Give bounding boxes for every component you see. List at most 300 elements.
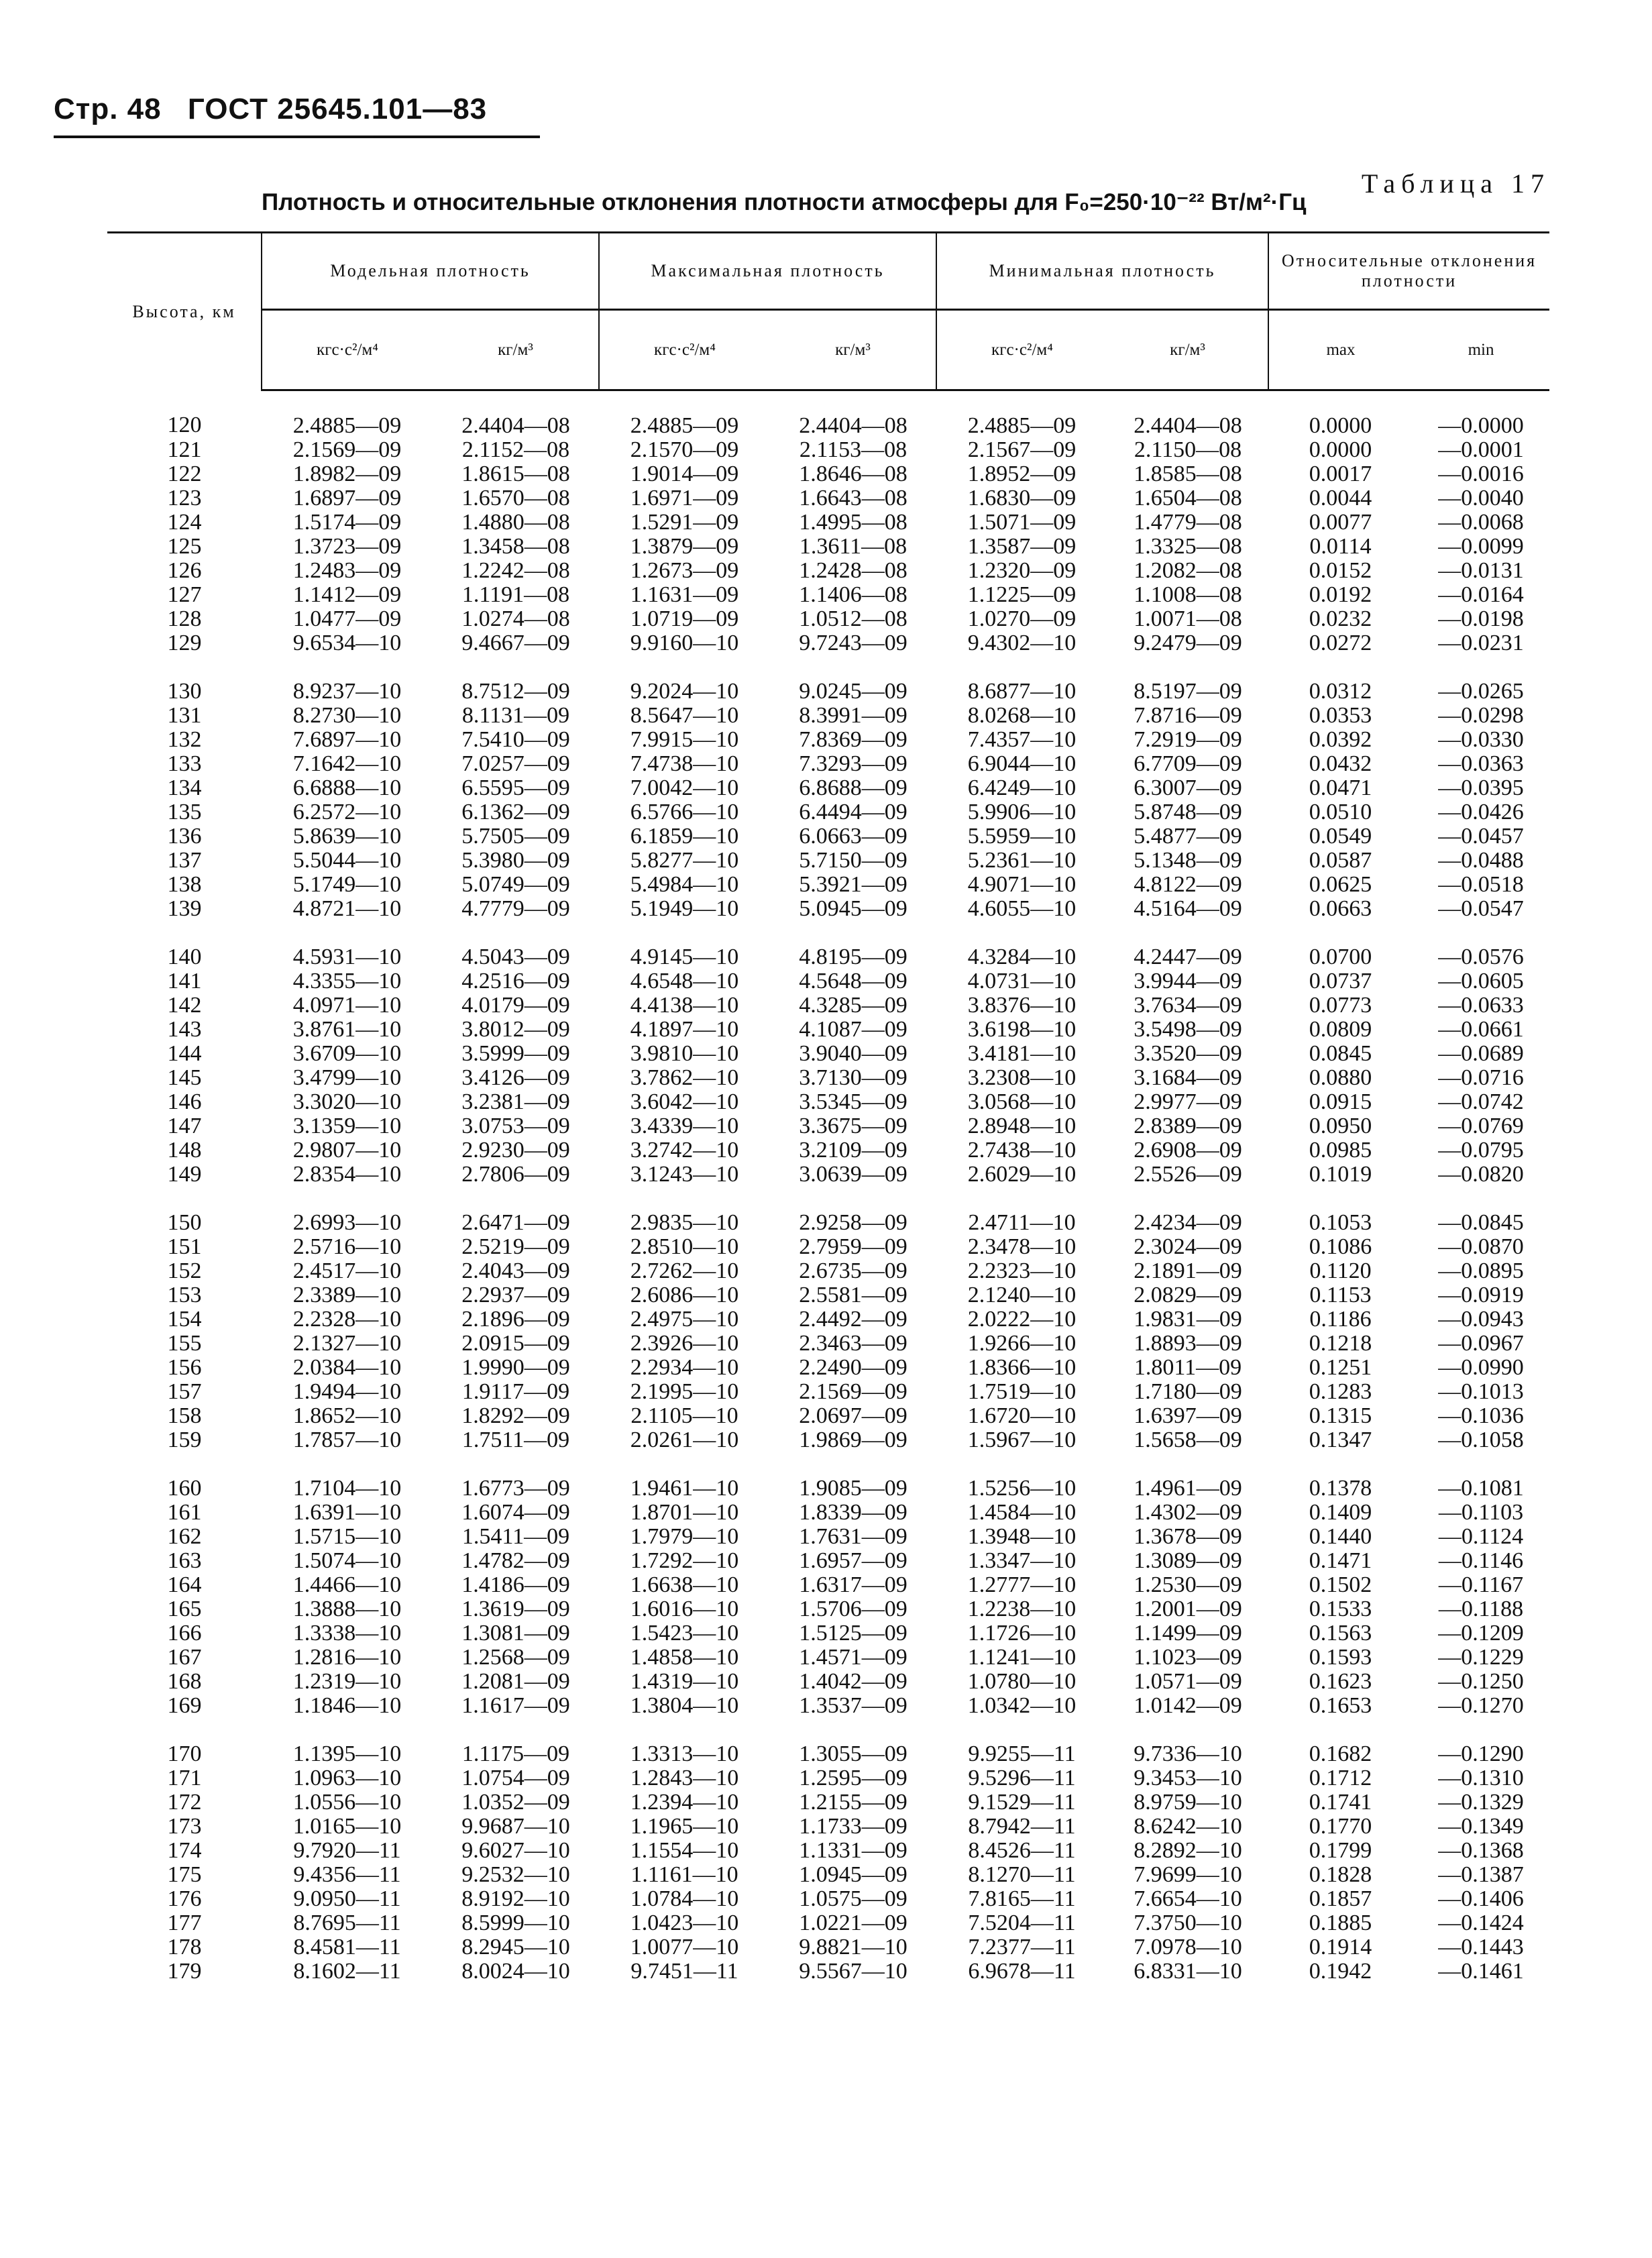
cell-min-kg: 1.2530—09 (1134, 1572, 1242, 1597)
table-row (107, 1452, 1549, 1501)
cell-height: 178 (167, 1935, 202, 1959)
cell-model-kgf: 8.4581—11 (293, 1935, 401, 1959)
cell-max-kgf: 8.5647—10 (630, 703, 739, 728)
cell-model-kgf: 1.9494—10 (292, 1379, 402, 1404)
cell-max-kgf: 1.7292—10 (630, 1548, 739, 1573)
cell-model-kg: 1.1617—09 (461, 1693, 570, 1718)
cell-model-kgf: 1.3888—10 (292, 1597, 402, 1621)
cell-rel-min: —0.1036 (1438, 1403, 1524, 1428)
cell-min-kgf: 2.1567—09 (967, 437, 1077, 462)
table-row (107, 655, 1549, 704)
cell-model-kg: 4.7779—09 (461, 896, 570, 921)
header-max-density: Максимальная плотность (599, 233, 936, 310)
cell-rel-max: 0.0077 (1309, 510, 1372, 535)
cell-rel-min: —0.0231 (1438, 631, 1524, 655)
cell-min-kgf: 2.4711—10 (968, 1210, 1076, 1235)
cell-min-kgf: 7.2377—11 (968, 1935, 1076, 1959)
cell-height: 167 (167, 1645, 202, 1670)
cell-max-kg: 9.0245—09 (799, 679, 907, 704)
cell-max-kgf: 2.3926—10 (630, 1331, 739, 1356)
cell-max-kgf: 2.1995—10 (630, 1379, 739, 1404)
table-row (107, 1283, 1549, 1307)
table-row (107, 1259, 1549, 1283)
cell-max-kg: 8.3991—09 (799, 703, 907, 728)
cell-rel-max: 0.0000 (1309, 413, 1372, 438)
cell-model-kgf: 2.1569—09 (292, 437, 402, 462)
cell-min-kg: 9.7336—10 (1134, 1741, 1242, 1766)
cell-model-kgf: 1.5174—09 (292, 510, 402, 535)
cell-height: 139 (167, 896, 202, 921)
cell-min-kgf: 1.7519—10 (967, 1379, 1077, 1404)
cell-model-kg: 7.0257—09 (461, 751, 570, 776)
cell-min-kgf: 1.6830—09 (967, 486, 1077, 510)
cell-rel-min: —0.0457 (1438, 824, 1524, 849)
cell-max-kgf: 1.8701—10 (630, 1500, 739, 1525)
cell-max-kg: 2.7959—09 (799, 1234, 907, 1259)
cell-min-kg: 5.8748—09 (1134, 800, 1242, 824)
cell-height: 160 (167, 1476, 202, 1501)
unit-max-kgf: кгс·с²/м⁴ (599, 310, 770, 390)
cell-model-kgf: 7.1642—10 (292, 751, 402, 776)
cell-rel-min: —0.0943 (1438, 1307, 1524, 1332)
cell-min-kg: 1.2001—09 (1134, 1597, 1242, 1621)
cell-model-kg: 8.2945—10 (461, 1935, 570, 1959)
cell-min-kgf: 9.4302—10 (967, 631, 1077, 655)
cell-min-kgf: 1.0780—10 (967, 1669, 1077, 1694)
cell-model-kg: 2.7806—09 (461, 1162, 570, 1187)
cell-max-kg: 3.0639—09 (799, 1162, 907, 1187)
cell-max-kgf: 3.1243—10 (630, 1162, 739, 1187)
cell-max-kg: 6.8688—09 (799, 775, 907, 800)
table-row (107, 1332, 1549, 1356)
cell-rel-min: —0.0131 (1438, 558, 1524, 583)
cell-height: 121 (167, 437, 202, 462)
cell-model-kgf: 1.3723—09 (292, 534, 402, 559)
cell-min-kgf: 1.1241—10 (967, 1645, 1077, 1670)
cell-rel-min: —0.1329 (1438, 1790, 1524, 1815)
cell-rel-min: —0.1081 (1438, 1476, 1524, 1501)
cell-min-kg: 8.5197—09 (1134, 679, 1242, 704)
cell-height: 137 (167, 848, 202, 873)
cell-rel-min: —0.0518 (1438, 872, 1524, 897)
cell-rel-min: —0.0426 (1438, 800, 1524, 824)
cell-max-kgf: 7.9915—10 (630, 727, 739, 752)
cell-min-kg: 3.3520—09 (1134, 1041, 1242, 1066)
cell-min-kgf: 2.1240—10 (967, 1283, 1077, 1307)
cell-min-kg: 1.2082—08 (1134, 558, 1242, 583)
cell-model-kg: 1.2568—09 (461, 1645, 570, 1670)
cell-max-kg: 3.2109—09 (799, 1138, 907, 1163)
cell-rel-max: 0.1799 (1309, 1838, 1372, 1863)
cell-min-kg: 3.5498—09 (1134, 1017, 1242, 1042)
cell-min-kgf: 7.8165—11 (968, 1886, 1076, 1911)
cell-height: 129 (167, 631, 202, 655)
cell-min-kg: 1.6504—08 (1134, 486, 1242, 510)
cell-max-kg: 2.2490—09 (799, 1355, 907, 1380)
cell-max-kgf: 7.0042—10 (630, 775, 739, 800)
cell-max-kgf: 2.9835—10 (630, 1210, 739, 1235)
table-row (107, 969, 1549, 993)
cell-rel-min: —0.1250 (1438, 1669, 1524, 1694)
cell-min-kg: 1.5658—09 (1134, 1428, 1242, 1452)
cell-height: 155 (167, 1331, 202, 1356)
cell-rel-min: —0.1146 (1438, 1548, 1524, 1573)
cell-rel-min: —0.0040 (1438, 486, 1524, 510)
cell-rel-min: —0.1406 (1438, 1886, 1524, 1911)
cell-model-kgf: 9.4356—11 (293, 1862, 401, 1887)
table-row (107, 1163, 1549, 1187)
cell-model-kg: 5.7505—09 (461, 824, 570, 849)
cell-model-kg: 2.9230—09 (461, 1138, 570, 1163)
cell-model-kg: 2.0915—09 (461, 1331, 570, 1356)
cell-max-kgf: 6.1859—10 (630, 824, 739, 849)
cell-model-kgf: 1.2816—10 (292, 1645, 402, 1670)
table-row (107, 1501, 1549, 1525)
cell-height: 140 (167, 945, 202, 969)
cell-max-kgf: 2.4885—09 (630, 413, 739, 438)
table-header (107, 233, 1549, 390)
cell-height: 168 (167, 1669, 202, 1694)
cell-height: 158 (167, 1403, 202, 1428)
cell-max-kg: 1.0221—09 (799, 1911, 907, 1935)
cell-rel-max: 0.0000 (1309, 437, 1372, 462)
cell-height: 124 (167, 510, 202, 535)
cell-max-kg: 3.9040—09 (799, 1041, 907, 1066)
cell-max-kgf: 1.5291—09 (630, 510, 739, 535)
cell-min-kg: 1.1023—09 (1134, 1645, 1242, 1670)
cell-rel-min: —0.0990 (1438, 1355, 1524, 1380)
cell-max-kgf: 1.6016—10 (630, 1597, 739, 1621)
cell-height: 169 (167, 1693, 202, 1718)
cell-max-kgf: 3.4339—10 (630, 1114, 739, 1138)
cell-rel-max: 0.1186 (1309, 1307, 1372, 1332)
cell-min-kgf: 5.9906—10 (967, 800, 1077, 824)
cell-model-kg: 1.1175—09 (461, 1741, 570, 1766)
cell-max-kgf: 1.0784—10 (630, 1886, 739, 1911)
cell-height: 126 (167, 558, 202, 583)
cell-height: 152 (167, 1258, 202, 1283)
cell-model-kgf: 6.2572—10 (292, 800, 402, 824)
cell-model-kgf: 4.5931—10 (292, 945, 402, 969)
cell-rel-max: 0.0272 (1309, 631, 1372, 655)
cell-rel-min: —0.0000 (1438, 413, 1524, 438)
cell-rel-min: —0.1058 (1438, 1428, 1524, 1452)
table-row (107, 1646, 1549, 1670)
cell-model-kgf: 1.8982—09 (292, 462, 402, 486)
cell-max-kg: 4.5648—09 (799, 969, 907, 993)
cell-max-kgf: 4.4138—10 (630, 993, 739, 1018)
cell-model-kg: 1.6074—09 (461, 1500, 570, 1525)
cell-rel-min: —0.0689 (1438, 1041, 1524, 1066)
table-row (107, 1935, 1549, 1959)
cell-rel-max: 0.0152 (1309, 558, 1372, 583)
cell-max-kgf: 1.1554—10 (630, 1838, 739, 1863)
cell-max-kgf: 9.9160—10 (630, 631, 739, 655)
cell-model-kgf: 1.7104—10 (292, 1476, 402, 1501)
unit-min-kgf: кгс·с²/м⁴ (936, 310, 1107, 390)
cell-model-kg: 1.4186—09 (461, 1572, 570, 1597)
cell-max-kgf: 1.1631—09 (630, 582, 739, 607)
cell-model-kgf: 8.7695—11 (293, 1911, 401, 1935)
cell-min-kg: 1.7180—09 (1134, 1379, 1242, 1404)
cell-max-kg: 1.3055—09 (799, 1741, 907, 1766)
cell-max-kg: 5.7150—09 (799, 848, 907, 873)
page-number: Стр. 48 (54, 93, 162, 125)
cell-min-kgf: 3.8376—10 (967, 993, 1077, 1018)
cell-max-kg: 9.8821—10 (799, 1935, 907, 1959)
cell-min-kg: 3.1684—09 (1134, 1065, 1242, 1090)
cell-max-kgf: 1.2673—09 (630, 558, 739, 583)
cell-min-kgf: 2.2323—10 (967, 1258, 1077, 1283)
cell-height: 157 (167, 1379, 202, 1404)
cell-model-kg: 2.1896—09 (461, 1307, 570, 1332)
cell-rel-max: 0.0773 (1309, 993, 1372, 1018)
cell-rel-min: —0.0845 (1438, 1210, 1524, 1235)
cell-rel-max: 0.0471 (1309, 775, 1372, 800)
table-row (107, 1887, 1549, 1911)
cell-model-kg: 2.5219—09 (461, 1234, 570, 1259)
cell-rel-max: 0.0845 (1309, 1041, 1372, 1066)
cell-model-kg: 1.0274—08 (461, 606, 570, 631)
cell-model-kg: 3.2381—09 (461, 1089, 570, 1114)
cell-min-kgf: 4.0731—10 (967, 969, 1077, 993)
cell-max-kgf: 9.7451—11 (630, 1959, 738, 1984)
unit-model-kg: кг/м³ (433, 310, 599, 390)
cell-min-kg: 2.1891—09 (1134, 1258, 1242, 1283)
cell-rel-min: —0.1229 (1438, 1645, 1524, 1670)
cell-min-kg: 1.3089—09 (1134, 1548, 1242, 1573)
cell-max-kgf: 4.6548—10 (630, 969, 739, 993)
cell-rel-min: —0.0198 (1438, 606, 1524, 631)
cell-max-kg: 4.1087—09 (799, 1017, 907, 1042)
cell-min-kg: 1.3678—09 (1134, 1524, 1242, 1549)
cell-min-kg: 9.2479—09 (1134, 631, 1242, 655)
cell-model-kgf: 4.3355—10 (292, 969, 402, 993)
cell-height: 131 (167, 703, 202, 728)
cell-min-kgf: 8.7942—11 (968, 1814, 1076, 1839)
cell-rel-max: 0.1682 (1309, 1741, 1372, 1766)
cell-max-kgf: 1.3804—10 (630, 1693, 739, 1718)
cell-max-kgf: 1.3879—09 (630, 534, 739, 559)
cell-min-kg: 7.9699—10 (1134, 1862, 1242, 1887)
cell-height: 172 (167, 1790, 202, 1815)
cell-height: 163 (167, 1548, 202, 1573)
cell-min-kg: 2.8389—09 (1134, 1114, 1242, 1138)
cell-model-kg: 8.0024—10 (461, 1959, 570, 1984)
cell-model-kg: 6.5595—09 (461, 775, 570, 800)
cell-height: 166 (167, 1621, 202, 1646)
cell-rel-min: —0.0661 (1438, 1017, 1524, 1042)
cell-min-kgf: 3.2308—10 (967, 1065, 1077, 1090)
cell-rel-max: 0.0510 (1309, 800, 1372, 824)
cell-rel-max: 0.0232 (1309, 606, 1372, 631)
cell-min-kg: 8.9759—10 (1134, 1790, 1242, 1815)
cell-min-kgf: 1.1726—10 (967, 1621, 1077, 1646)
cell-height: 156 (167, 1355, 202, 1380)
cell-height: 134 (167, 775, 202, 800)
cell-rel-min: —0.1443 (1438, 1935, 1524, 1959)
table-row (107, 776, 1549, 800)
cell-model-kg: 5.3980—09 (461, 848, 570, 873)
cell-rel-min: —0.0298 (1438, 703, 1524, 728)
cell-model-kgf: 1.0165—10 (292, 1814, 402, 1839)
cell-min-kgf: 7.5204—11 (968, 1911, 1076, 1935)
cell-max-kgf: 1.2843—10 (630, 1766, 739, 1790)
cell-height: 125 (167, 534, 202, 559)
cell-max-kgf: 4.9145—10 (630, 945, 739, 969)
cell-rel-max: 0.0663 (1309, 896, 1372, 921)
cell-model-kg: 8.5999—10 (461, 1911, 570, 1935)
cell-min-kg: 3.7634—09 (1134, 993, 1242, 1018)
cell-height: 170 (167, 1741, 202, 1766)
cell-rel-max: 0.1471 (1309, 1548, 1372, 1573)
cell-model-kg: 4.5043—09 (461, 945, 570, 969)
page-header (54, 93, 504, 126)
cell-rel-max: 0.0985 (1309, 1138, 1372, 1163)
cell-rel-min: —0.1103 (1438, 1500, 1524, 1525)
table-row (107, 1356, 1549, 1380)
cell-model-kg: 1.4880—08 (461, 510, 570, 535)
cell-min-kgf: 1.2777—10 (967, 1572, 1077, 1597)
cell-min-kg: 6.3007—09 (1134, 775, 1242, 800)
cell-height: 171 (167, 1766, 202, 1790)
cell-rel-min: —0.1124 (1438, 1524, 1524, 1549)
cell-min-kgf: 5.2361—10 (967, 848, 1077, 873)
cell-rel-max: 0.1347 (1309, 1428, 1372, 1452)
cell-rel-max: 0.0432 (1309, 751, 1372, 776)
cell-model-kgf: 1.0477—09 (292, 606, 402, 631)
cell-rel-min: —0.0547 (1438, 896, 1524, 921)
table-row (107, 559, 1549, 583)
cell-height: 135 (167, 800, 202, 824)
cell-max-kg: 1.2428—08 (799, 558, 907, 583)
cell-height: 128 (167, 606, 202, 631)
cell-model-kg: 7.5410—09 (461, 727, 570, 752)
cell-rel-min: —0.0967 (1438, 1331, 1524, 1356)
cell-model-kgf: 1.0963—10 (292, 1766, 402, 1790)
cell-height: 149 (167, 1162, 202, 1187)
cell-min-kgf: 1.4584—10 (967, 1500, 1077, 1525)
table-body (107, 390, 1549, 1984)
cell-min-kgf: 1.6720—10 (967, 1403, 1077, 1428)
cell-rel-min: —0.0895 (1438, 1258, 1524, 1283)
cell-min-kgf: 3.4181—10 (967, 1041, 1077, 1066)
cell-max-kgf: 5.8277—10 (630, 848, 739, 873)
cell-rel-max: 0.1378 (1309, 1476, 1372, 1501)
cell-rel-max: 0.0880 (1309, 1065, 1372, 1090)
cell-min-kgf: 8.4526—11 (968, 1838, 1076, 1863)
cell-min-kg: 3.9944—09 (1134, 969, 1242, 993)
table-row (107, 1018, 1549, 1042)
cell-max-kg: 2.4404—08 (799, 413, 907, 438)
cell-rel-min: —0.0488 (1438, 848, 1524, 873)
cell-model-kg: 9.2532—10 (461, 1862, 570, 1887)
cell-rel-min: —0.0795 (1438, 1138, 1524, 1163)
cell-rel-max: 0.0700 (1309, 945, 1372, 969)
cell-model-kgf: 3.4799—10 (292, 1065, 402, 1090)
cell-model-kgf: 5.8639—10 (292, 824, 402, 849)
cell-rel-max: 0.1315 (1309, 1403, 1372, 1428)
cell-model-kg: 1.1191—08 (461, 582, 570, 607)
cell-min-kgf: 1.8366—10 (967, 1355, 1077, 1380)
cell-max-kgf: 1.2394—10 (630, 1790, 739, 1815)
cell-max-kg: 1.4571—09 (799, 1645, 907, 1670)
cell-model-kg: 6.1362—09 (461, 800, 570, 824)
cell-min-kgf: 5.5959—10 (967, 824, 1077, 849)
table-row (107, 849, 1549, 873)
cell-rel-max: 0.1533 (1309, 1597, 1372, 1621)
table-row (107, 921, 1549, 969)
cell-min-kg: 6.8331—10 (1134, 1959, 1242, 1984)
cell-max-kgf: 2.1105—10 (630, 1403, 738, 1428)
cell-height: 143 (167, 1017, 202, 1042)
cell-rel-min: —0.0716 (1438, 1065, 1524, 1090)
cell-max-kgf: 1.9461—10 (630, 1476, 739, 1501)
cell-min-kg: 1.6397—09 (1134, 1403, 1242, 1428)
cell-min-kgf: 8.1270—11 (968, 1862, 1076, 1887)
cell-max-kg: 1.7631—09 (799, 1524, 907, 1549)
cell-rel-max: 0.1712 (1309, 1766, 1372, 1790)
cell-model-kgf: 1.6897—09 (292, 486, 402, 510)
cell-rel-min: —0.1013 (1438, 1379, 1524, 1404)
cell-rel-min: —0.0742 (1438, 1089, 1524, 1114)
cell-max-kg: 1.3611—08 (799, 534, 907, 559)
table-row (107, 390, 1549, 439)
header-model-density: Модельная плотность (262, 233, 599, 310)
table-row (107, 1066, 1549, 1090)
cell-rel-max: 0.1741 (1309, 1790, 1372, 1815)
cell-max-kg: 5.3921—09 (799, 872, 907, 897)
cell-max-kg: 1.0512—08 (799, 606, 907, 631)
table-row (107, 1839, 1549, 1863)
cell-model-kgf: 8.9237—10 (292, 679, 402, 704)
cell-model-kg: 2.4043—09 (461, 1258, 570, 1283)
cell-rel-min: —0.0605 (1438, 969, 1524, 993)
cell-min-kgf: 1.9266—10 (967, 1331, 1077, 1356)
cell-rel-max: 0.1914 (1309, 1935, 1372, 1959)
cell-max-kg: 1.3537—09 (799, 1693, 907, 1718)
cell-max-kgf: 2.0261—10 (630, 1428, 739, 1452)
cell-model-kg: 1.2242—08 (461, 558, 570, 583)
table-row (107, 993, 1549, 1018)
cell-rel-max: 0.1593 (1309, 1645, 1372, 1670)
table-row (107, 1718, 1549, 1766)
cell-max-kgf: 1.6971—09 (630, 486, 739, 510)
cell-model-kgf: 1.2483—09 (292, 558, 402, 583)
cell-max-kg: 2.1569—09 (799, 1379, 907, 1404)
cell-max-kg: 2.5581—09 (799, 1283, 907, 1307)
table-row (107, 1380, 1549, 1404)
cell-rel-min: —0.1188 (1438, 1597, 1524, 1621)
cell-rel-max: 0.1218 (1309, 1331, 1372, 1356)
cell-min-kgf: 6.9678—11 (968, 1959, 1076, 1984)
cell-max-kg: 6.0663—09 (799, 824, 907, 849)
cell-max-kg: 9.5567—10 (799, 1959, 907, 1984)
cell-rel-max: 0.1885 (1309, 1911, 1372, 1935)
cell-max-kg: 1.5706—09 (799, 1597, 907, 1621)
cell-model-kg: 9.9687—10 (461, 1814, 570, 1839)
cell-max-kgf: 1.0077—10 (630, 1935, 739, 1959)
table-row (107, 824, 1549, 849)
cell-rel-max: 0.1086 (1309, 1234, 1372, 1259)
cell-max-kg: 2.6735—09 (799, 1258, 907, 1283)
cell-min-kgf: 3.6198—10 (967, 1017, 1077, 1042)
unit-model-kgf: кгс·с²/м⁴ (262, 310, 433, 390)
cell-model-kgf: 5.5044—10 (292, 848, 402, 873)
cell-model-kgf: 3.3020—10 (292, 1089, 402, 1114)
cell-min-kg: 8.2892—10 (1134, 1838, 1242, 1863)
table-row (107, 1573, 1549, 1597)
